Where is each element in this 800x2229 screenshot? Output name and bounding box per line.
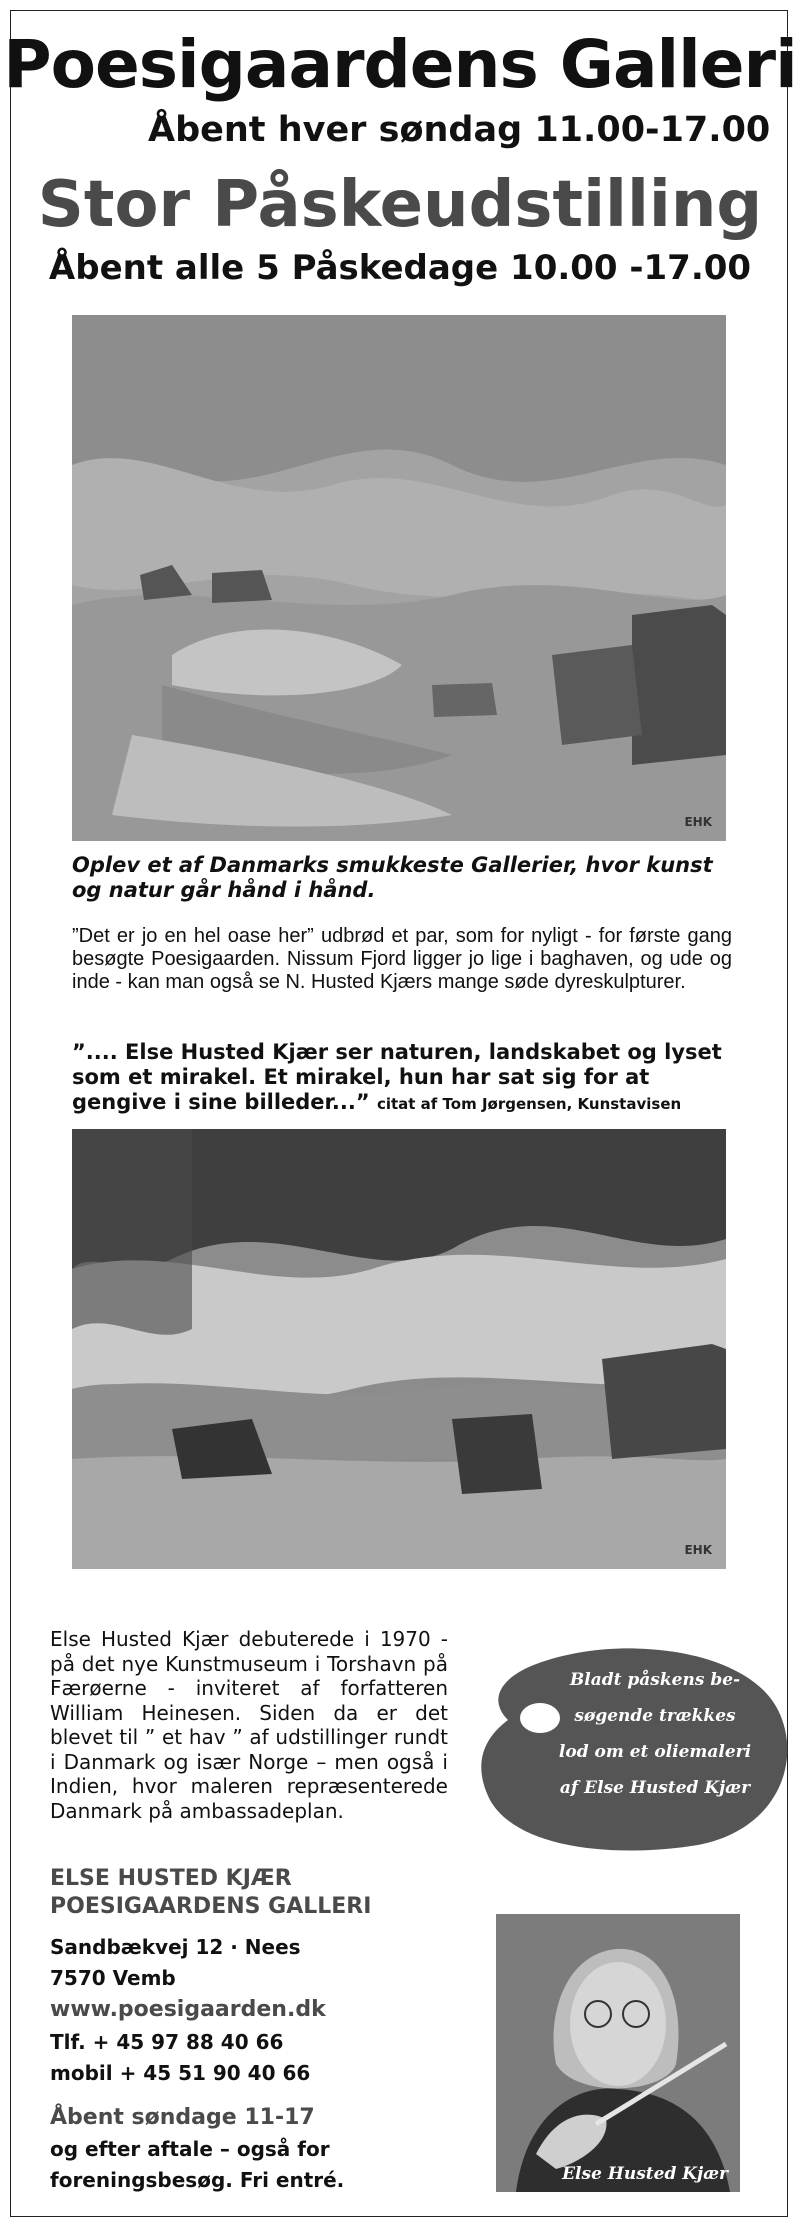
landscape-painting-2 <box>72 1129 726 1569</box>
critic-quote-text: ”.... Else Husted Kjær ser naturen, landskabet og lyset som et mirakel. Et mirakel, hun har sat sig for at gengive i sine billeder...” <box>72 1040 722 1114</box>
visitor-quote: ”Det er jo en hel oase her” udbrød et par, som for nyligt - for første gang besøgte Poesigaarden. Nissum Fjord ligger jo lige i baghaven, og ude og inde - kan man også se N. Husted Kjærs mange søde dyreskulpturer. <box>72 925 732 993</box>
critic-citation: citat af Tom Jørgensen, Kunstavisen <box>376 1095 682 1113</box>
portrait-caption: Else Husted Kjær <box>562 2164 728 2184</box>
opening-by-appointment: og efter aftale – også for <box>50 2137 330 2161</box>
opening-associations: foreningsbesøg. Fri entré. <box>50 2168 345 2192</box>
artist-biography: Else Husted Kjær debuterede i 1970 - på det nye Kunstmuseum i Torshavn på Færøerne - inviteret af forfatteren William Heinesen. Siden da er det blevet til ” et hav ” af udstillinger rundt i Danmark og især Norge – men også i Indien, hvor maleren repræsenterede Danmark på ambassadeplan. <box>50 1627 448 1823</box>
raffle-line-2: søgende trækkes <box>574 1706 736 1726</box>
intro-text: Oplev et af Danmarks smukkeste Gallerier, hvor kunst og natur går hånd i hånd. <box>72 853 713 902</box>
opening-sundays: Åbent søndage 11-17 <box>50 2105 315 2130</box>
landscape-painting-1 <box>72 315 726 841</box>
contact-address: Sandbækvej 12 · Nees <box>50 1935 301 1959</box>
raffle-line-1: Bladt påskens be- <box>569 1670 741 1690</box>
raffle-line-4: af Else Husted Kjær <box>559 1778 751 1798</box>
sunday-hours: Åbent hver søndag 11.00-17.00 <box>148 110 771 150</box>
artist-portrait-photo <box>496 1914 740 2192</box>
critic-quote <box>72 1040 732 1117</box>
contact-city: 7570 Vemb <box>50 1966 176 1990</box>
website-link[interactable]: www.poesigaarden.dk <box>50 1997 326 2022</box>
easter-hours: Åbent alle 5 Påskedage 10.00 -17.00 <box>48 248 752 288</box>
painter-signature-2: EHK <box>684 1543 712 1557</box>
contact-phone: Tlf. + 45 97 88 40 66 <box>50 2030 284 2054</box>
painter-signature: EHK <box>684 815 712 829</box>
raffle-line-3: lod om et oliemaleri <box>558 1742 752 1762</box>
contact-mobile: mobil + 45 51 90 40 66 <box>50 2061 311 2085</box>
exhibition-heading: Stor Påskeudstilling <box>37 168 763 242</box>
contact-artist-name: ELSE HUSTED KJÆR <box>50 1866 292 1891</box>
contact-gallery-name: POESIGAARDENS GALLERI <box>50 1894 372 1919</box>
gallery-name-heading: Poesigaardens Galleri <box>3 26 797 103</box>
